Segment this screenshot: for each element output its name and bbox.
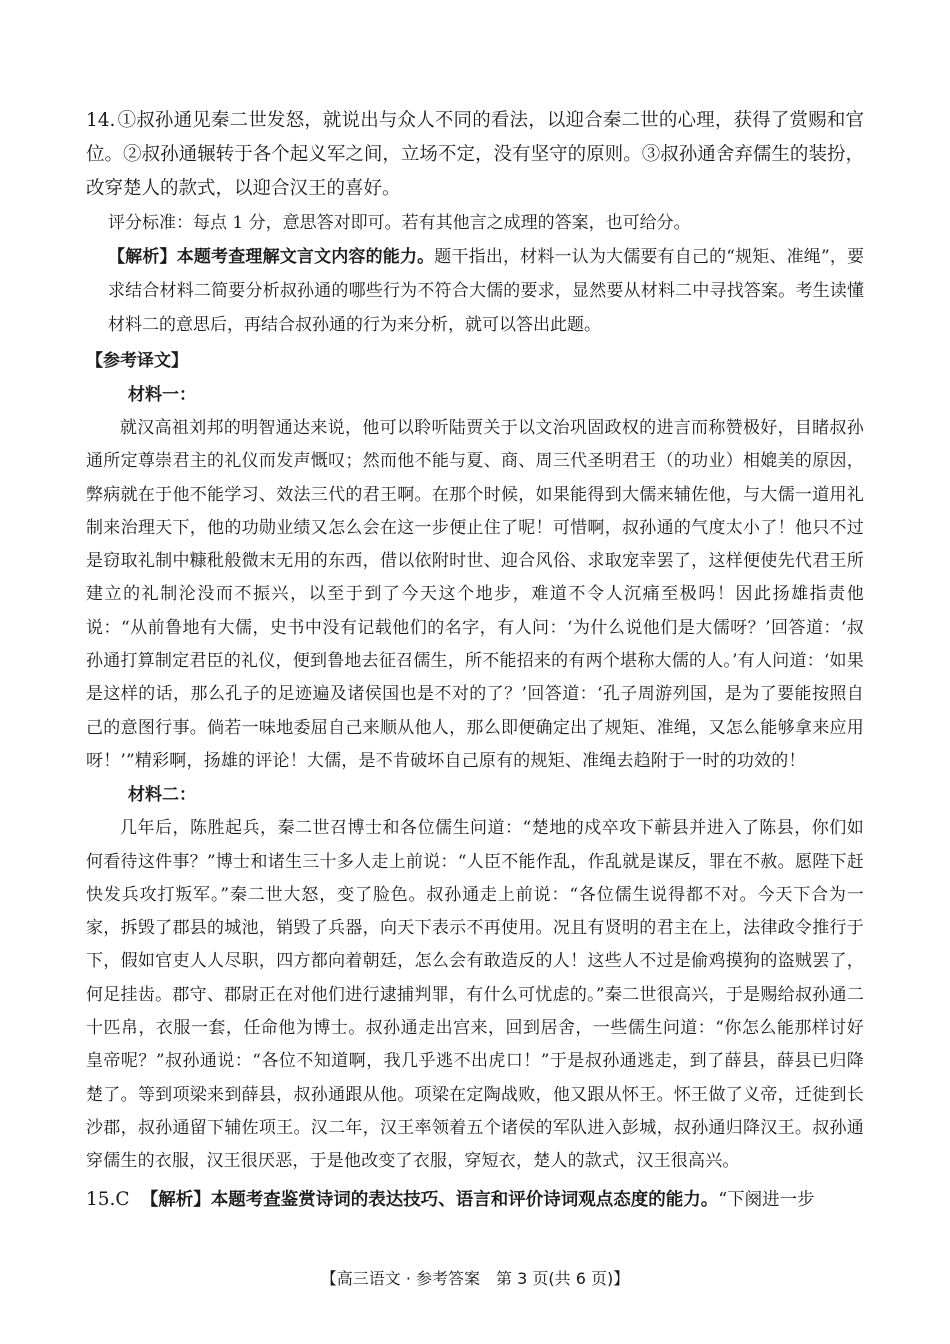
analysis-text: 题干指出，材料一认为大儒要有自己的“规矩、准绳”，要求结合材料二简要分析叔孙通的哪些行为不符合大儒的要求，显然要从材料二中寻找答案。考生读懂材料二的意思后，再结合叔孙通的行为来分析，就可以答出此题。	[108, 247, 865, 335]
scoring-standard	[86, 206, 864, 240]
material-2-title: 材料二：	[128, 785, 196, 806]
analysis-bold-text: 本题考查鉴赏诗词的表达技巧、语言和评价诗词观点态度的能力。	[210, 1189, 719, 1210]
question-number: 14.	[86, 110, 116, 131]
material-2-translation: 几年后，陈胜起兵，秦二世召博士和各位儒生问道：“楚地的戍卒攻下蕲县并进入了陈县，你们如何看待这件事？”博士和诸生三十多人走上前说：“人臣不能作乱，作乱就是谋反，罪在不赦。愿陛下赶快发兵攻打叛军。”秦二世大怒，变了脸色。叔孙通走上前说：“各位儒生说得都不对。今天下合为一家，拆毁了郡县的城池，销毁了兵器，向天下表示不再使用。况且有贤明的君主在上，法律政令推行于下，假如官吏人人尽职，四方都向着朝廷，怎么会有敢造反的人！这些人不过是偷鸡摸狗的盗贼罢了，何足挂齿。郡守、郡尉正在对他们进行逮捕判罪，有什么可忧虑的。”秦二世很高兴，于是赐给叔孙通二十匹帛，衣服一套，任命他为博士。叔孙通走出宫来，回到居舍，一些儒生问道：“你怎么能那样讨好皇帝呢？”叔孙通说：“各位不知道啊，我几乎逃不出虎口！”于是叔孙通逃走，到了薛县，薛县已归降楚了。等到项梁来到薛县，叔孙通跟从他。项梁在定陶战败，他又跟从怀王。怀王做了义帝，迁徙到长沙郡，叔孙通留下辅佐项王。汉二年，汉王率领着五个诸侯的军队进入彭城，叔孙通归降汉王。叔孙通穿儒生的衣服，汉王很厌恶，于是他改变了衣服，穿短衣，楚人的款式，汉王很高兴。	[86, 818, 864, 1172]
analysis-label: 【解析】	[140, 1189, 211, 1210]
material-1-translation: 就汉高祖刘邦的明智通达来说，他可以聆听陆贾关于以文治巩固政权的进言而称赞极好，目睹叔孙通所定尊崇君主的礼仪而发声慨叹；然而他不能与夏、商、周三代圣明君王（的功业）相媲美的原因，弊病就在于他不能学习、效法三代的君王啊。在那个时候，如果能得到大儒来辅佐他，与大儒一道用礼制来治理天下，他的功勋业绩又怎么会在这一步便止住了呢！可惜啊，叔孙通的气度太小了！他只不过是窃取礼制中糠秕般微末无用的东西，借以依附时世、迎合风俗、求取宠幸罢了，这样便使先代君王所建立的礼制沦没而不振兴，以至于到了今天这个地步，难道不令人沉痛至极吗！因此扬雄指责他说：“从前鲁地有大儒，史书中没有记载他们的名字，有人问：‘为什么说他们是大儒呀？’回答道：‘叔孙通打算制定君臣的礼仪，便到鲁地去征召儒生，所不能招来的有两个堪称大儒的人。’有人问道：‘如果是这样的话，那么孔子的足迹遍及诸侯国也是不对的了？’回答道：‘孔子周游列国，是为了要能按照自己的意图行事。倘若一味地委屈自己来顺从他人，那么即便确定出了规矩、准绳，又怎么能够拿来应用呀！’”精彩啊，扬雄的评论！大儒，是不肯破坏自己原有的规矩、准绳去趋附于一时的功效的！	[86, 418, 864, 771]
answer-text: ①叔孙通见秦二世发怒，就说出与众人不同的看法，以迎合秦二世的心理，获得了赏赐和官位。②叔孙通辗转于各个起义军之间，立场不定，没有坚守的原则。③叔孙通舍弃儒生的装扮，改穿楚人的款式，以迎合汉王的喜好。	[86, 110, 864, 199]
translation-heading: 【参考译文】	[86, 351, 188, 371]
question-14-analysis	[86, 240, 864, 342]
question-15-answer	[86, 1183, 864, 1217]
analysis-label: 【解析】	[108, 247, 177, 267]
question-number: 15.	[86, 1188, 116, 1210]
analysis-bold-text: 本题考查理解文言文内容的能力。	[176, 247, 435, 267]
material-1-title: 材料一：	[128, 385, 196, 405]
scoring-text: 评分标准：每点 1 分，意思答对即可。若有其他言之成理的答案，也可给分。	[108, 213, 691, 233]
page-footer: 【高三语文 · 参考答案 第 3 页(共 6 页)】	[320, 1269, 630, 1288]
question-14-answer	[86, 104, 864, 206]
answer-choice: C	[115, 1188, 130, 1210]
analysis-text: “下阕进一步	[718, 1189, 815, 1210]
